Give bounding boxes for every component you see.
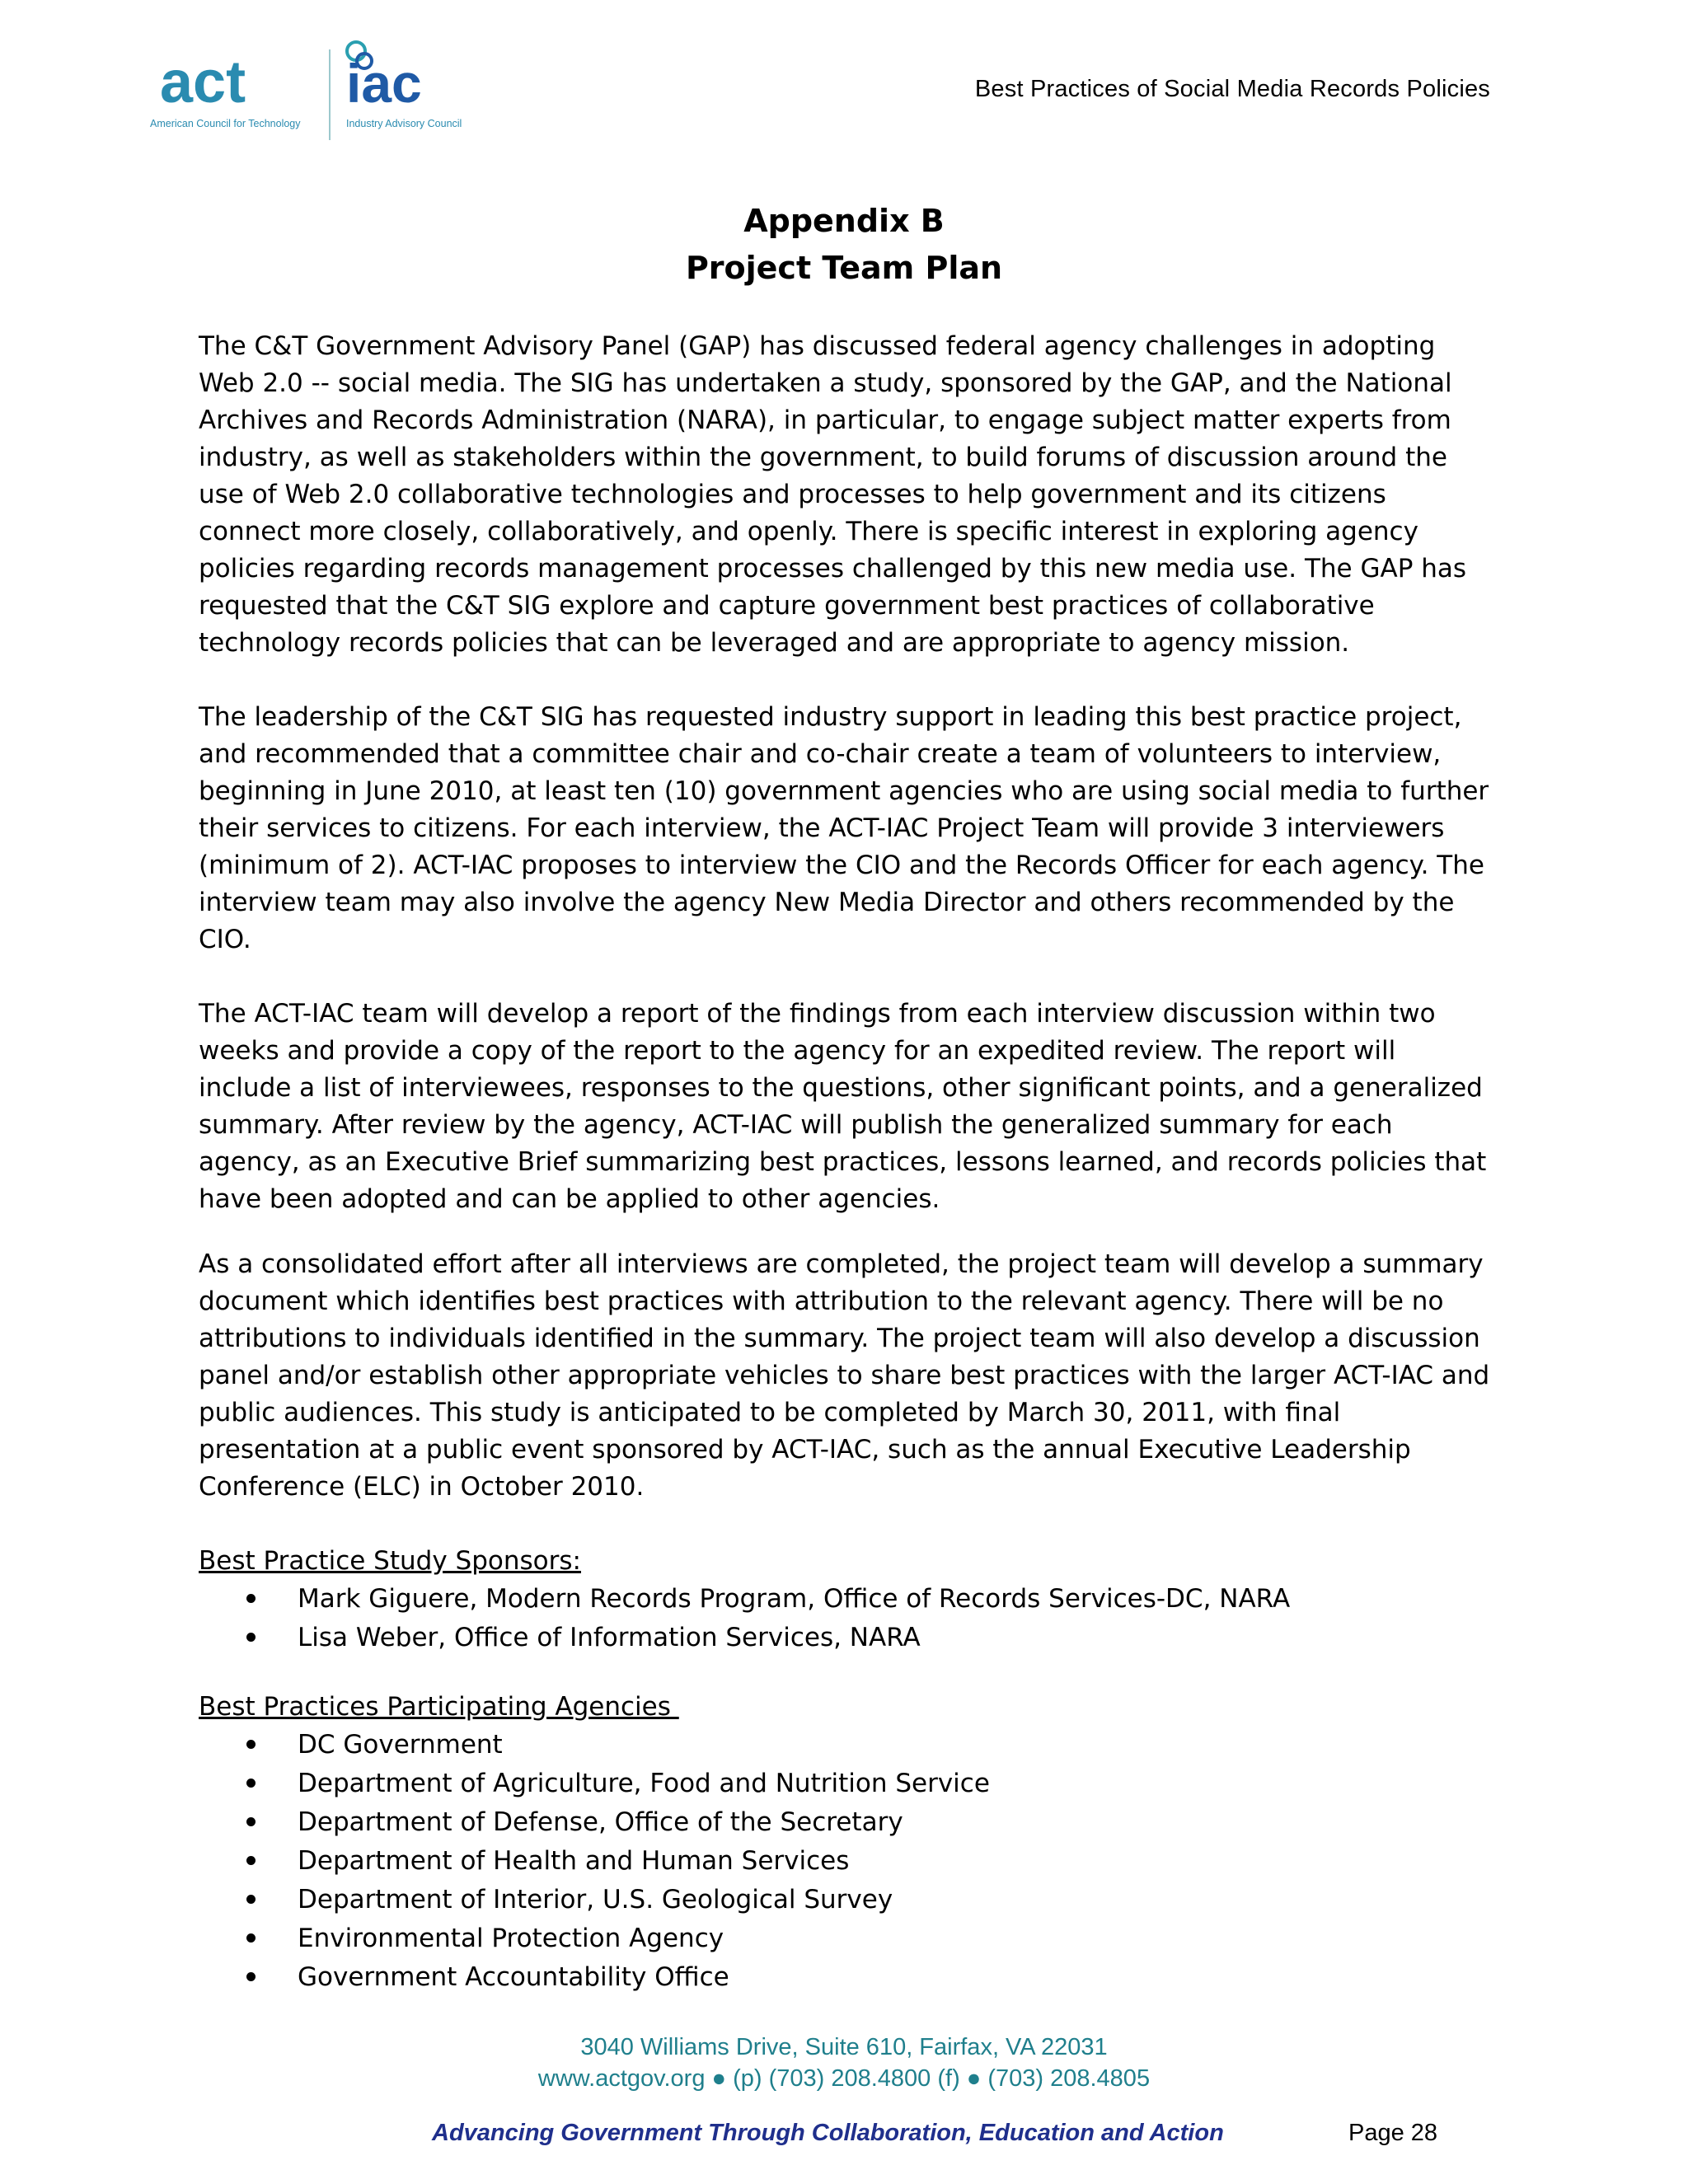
bullet-icon bbox=[246, 1740, 256, 1749]
paragraph-1: The C&T Government Advisory Panel (GAP) has discussed federal agency challenges in adopting Web 2.0 -- social media. The SIG has undertaken a study, sponsored by the GAP, and the National Archives and Records Administration (NARA), in particular, to engage subject matter experts from industry, as well as stakeholders within the government, to build forums of discussion around the use of Web 2.0 collaborative technologies and processes to help government and its citizens connect more closely, collaboratively, and openly. There is specific interest in exploring agency policies regarding records management processes challenged by this new media use. The GAP has requested that the C&T SIG explore and capture government best practices of collaborative technology records policies that can be leveraged and are appropriate to agency mission. bbox=[199, 331, 1467, 658]
list-item: Department of Health and Human Services bbox=[199, 1842, 1493, 1881]
bullet-icon bbox=[246, 1972, 256, 1981]
page-number: Page 28 bbox=[1348, 2120, 1438, 2146]
list-item: Environmental Protection Agency bbox=[199, 1919, 1493, 1958]
paragraph-4: As a consolidated effort after all interviews are completed, the project team will develop a summary document which identifies best practices with attribution to the relevant agency. There will be no attributions to individuals identified in the summary. The project team will also develop a discussion panel and/or establish other appropriate vehicles to share best practices with the larger ACT-IAC and public audiences. This study is anticipated to be completed by March 30, 2011, with final presentation at a public event sponsored by ACT-IAC, such as the annual Executive Leadership Conference (ELC) in October 2010. bbox=[199, 1249, 1490, 1502]
bullet-icon bbox=[246, 1817, 256, 1826]
list-item: Department of Defense, Office of the Secretary bbox=[199, 1803, 1493, 1842]
paragraph-2: The leadership of the C&T SIG has requested industry support in leading this best practice project, and recommended that a committee chair and co-chair create a team of volunteers to interview, beginning in June 2010, at least ten (10) government agencies who are using social media to further their services to citizens. For each interview, the ACT-IAC Project Team will provide 3 interviewers (minimum of 2). ACT-IAC proposes to interview the CIO and the Records Officer for each agency. The interview team may also involve the agency New Media Director and others recommended by the CIO. bbox=[199, 702, 1489, 954]
bullet-icon bbox=[246, 1633, 256, 1642]
list-item: Department of Interior, U.S. Geological Survey bbox=[199, 1881, 1493, 1919]
list-item: Department of Agriculture, Food and Nutrition Service bbox=[199, 1765, 1493, 1803]
bullet-icon bbox=[246, 1594, 256, 1603]
page-title bbox=[0, 198, 1688, 292]
list-item: Lisa Weber, Office of Information Services, NARA bbox=[199, 1619, 1493, 1657]
sponsors-heading: Best Practice Study Sponsors: bbox=[199, 1546, 581, 1576]
footer-contact: www.actgov.org ● (p) (703) 208.4800 (f) ● (703) 208.4805 bbox=[537, 2065, 1151, 2092]
title-project-team-plan: Project Team Plan bbox=[685, 250, 1003, 286]
paragraph-3: The ACT-IAC team will develop a report of the findings from each interview discussion within two weeks and provide a copy of the report to the agency for an expedited review. The report will include a list of interviewees, responses to the questions, other significant points, and a generalized summary. After review by the agency, ACT-IAC will publish the generalized summary for each agency, as an Executive Brief summarizing best practices, lessons learned, and records policies that have been adopted and can be applied to other agencies. bbox=[199, 999, 1487, 1214]
act-logo-text: act bbox=[160, 51, 246, 115]
iac-logo-caption: Industry Advisory Council bbox=[346, 118, 462, 129]
footer-address: 3040 Williams Drive, Suite 610, Fairfax, VA 22031 bbox=[580, 2034, 1108, 2060]
list-item: Government Accountability Office bbox=[199, 1958, 1493, 1997]
bullet-icon bbox=[246, 1856, 256, 1865]
iac-logo-text: iac bbox=[346, 53, 422, 114]
sponsors-list bbox=[199, 1580, 1493, 1657]
bullet-icon bbox=[246, 1895, 256, 1904]
list-item: DC Government bbox=[199, 1726, 1493, 1765]
logo-divider bbox=[329, 49, 331, 140]
running-header-title: Best Practices of Social Media Records Policies bbox=[974, 76, 1490, 102]
header-logos bbox=[148, 31, 478, 138]
iac-logo bbox=[338, 31, 478, 140]
footer-tagline: Advancing Government Through Collaboration, Education and Action bbox=[432, 2120, 1224, 2146]
body-content bbox=[199, 328, 1493, 1997]
agencies-heading: Best Practices Participating Agencies bbox=[199, 1692, 679, 1722]
agencies-list bbox=[199, 1726, 1493, 1997]
act-logo-caption: American Council for Technology bbox=[150, 118, 301, 129]
bullet-icon bbox=[246, 1933, 256, 1943]
list-item: Mark Giguere, Modern Records Program, Office of Records Services-DC, NARA bbox=[199, 1580, 1493, 1619]
title-appendix: Appendix B bbox=[743, 203, 945, 239]
bullet-icon bbox=[246, 1779, 256, 1788]
act-logo bbox=[148, 51, 326, 134]
